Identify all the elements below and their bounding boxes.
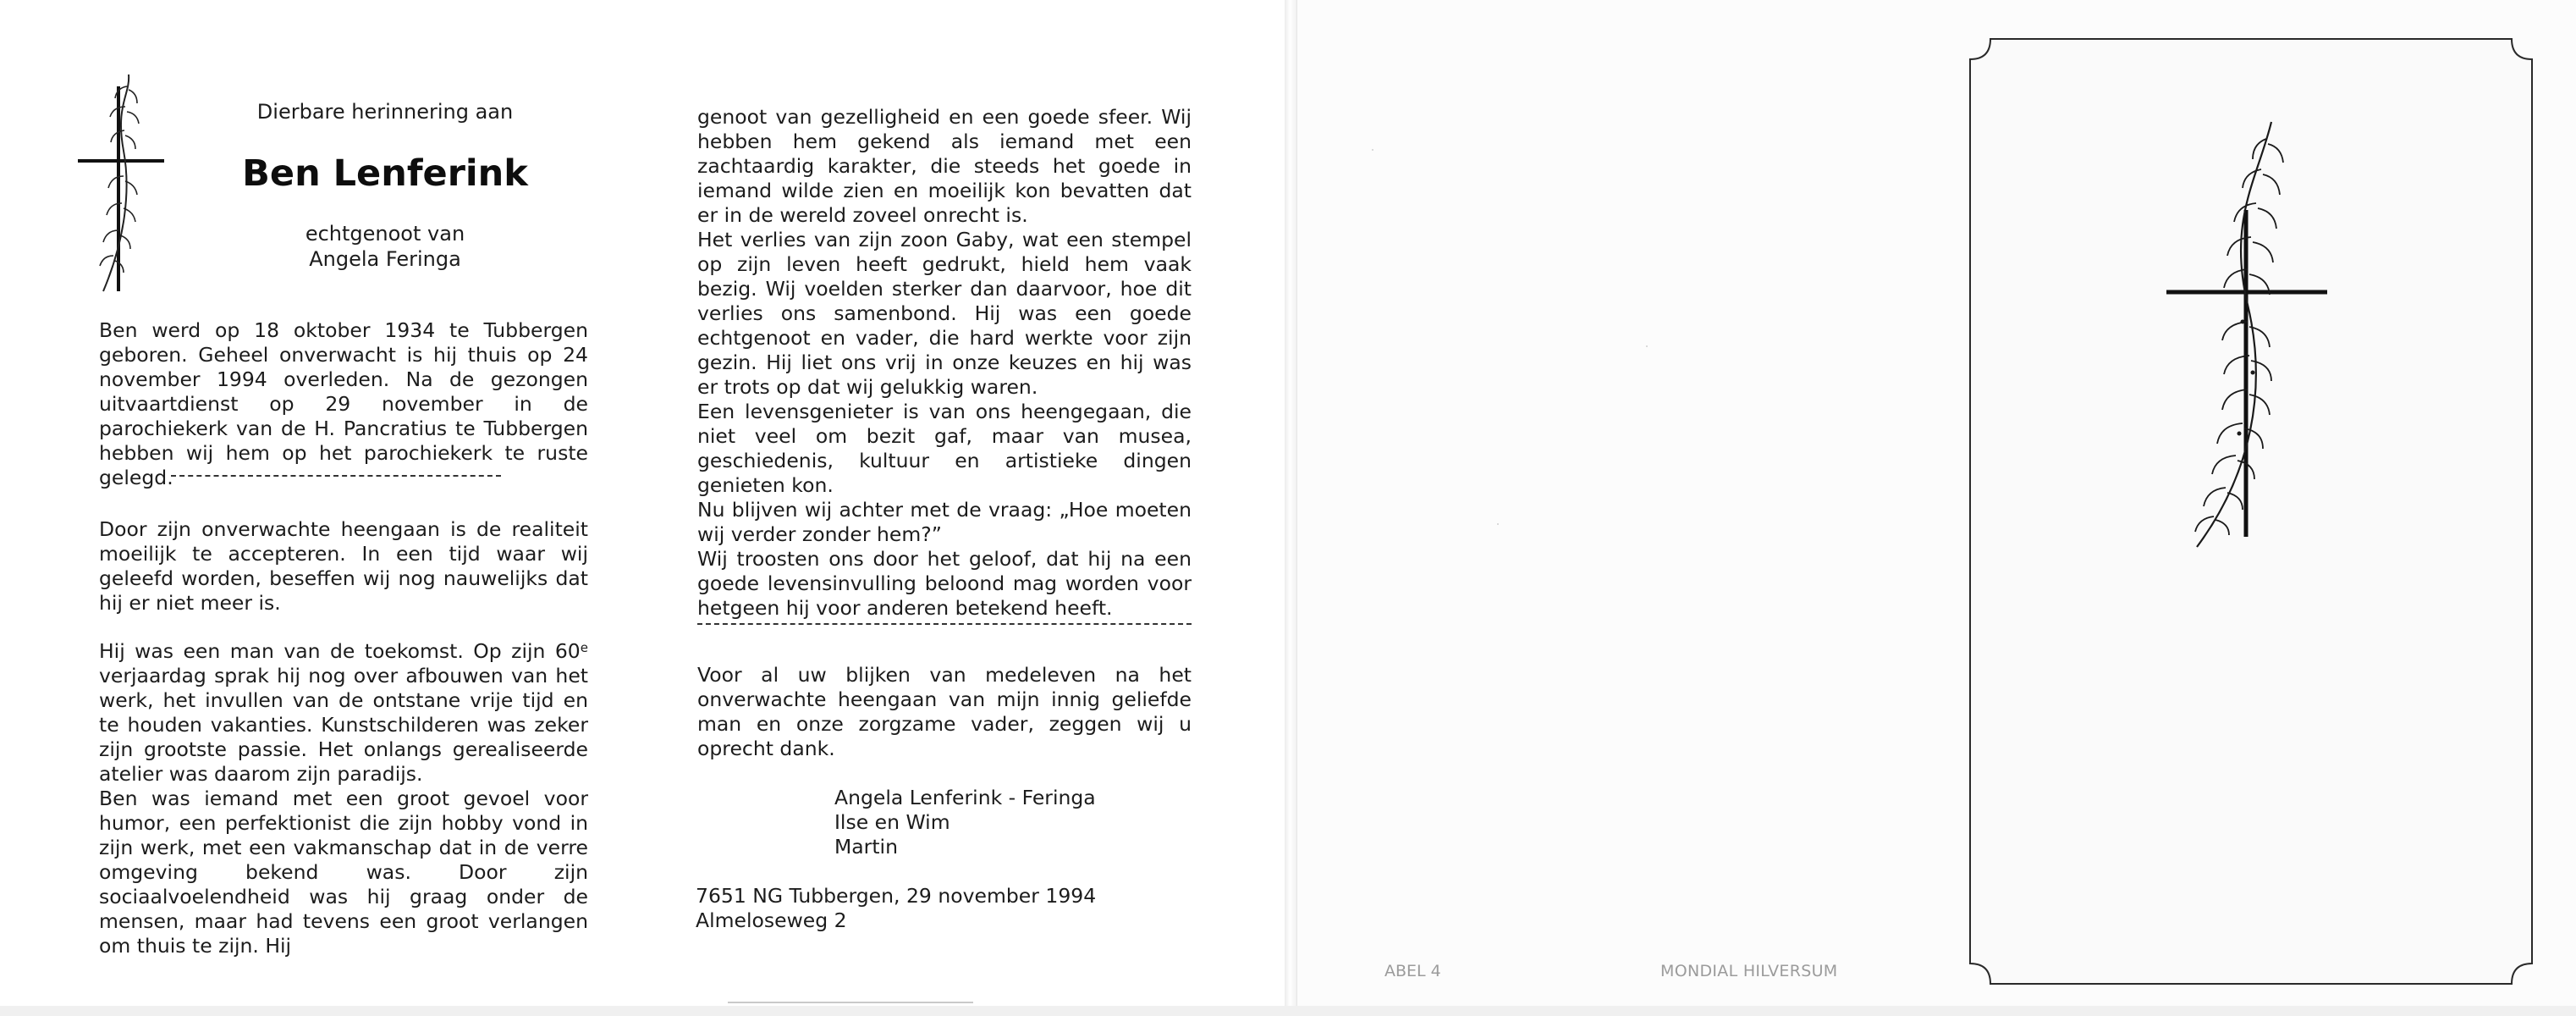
continued-text-c: Een levensgenieter is van ons heengegaan, die niet veel om bezit gaf, maar van musea, geschiedenis, kultuur en artistieke dingen genieten kon. [697,400,1192,497]
paper-speck [1372,149,1373,151]
cross-with-palm-branch-icon [2158,119,2336,550]
continued-text-d: Nu blijven wij achter met de vraag: „Hoe moeten wij verder zonder hem?” [697,498,1192,546]
scan-mark [728,1002,973,1003]
cross-with-palm-branch-icon [78,69,171,298]
continued-text-a: genoot van gezelligheid en een goede sfeer. Wij hebben hem gekend als iemand met een zachtaardig karakter, die steeds het goede in iemand wilde zien en moeilijk kon bevatten dat er in de wereld zoveel onrecht is. [697,105,1192,227]
card-fold [1285,0,1296,1016]
character-text-c: Ben was iemand met een groot gevoel voor humor, een perfektionist die zijn hobby vond in zijn werk, met een vakmanschap dat in de verre omgeving bekend was. Door zijn sociaalvoelendheid was hij graag onder de mensen, maar had tevens een groot verlangen om thuis te zijn. Hij [99,787,588,958]
signature-line: Ilse en Wim [834,810,950,834]
continued-paragraph [697,105,1192,621]
publisher-imprint: MONDIAL HILVERSUM [1660,962,1838,980]
card-inside [0,0,1285,1006]
street-address: Almeloseweg 2 [696,908,847,932]
character-paragraph [99,639,588,958]
thanks-paragraph: Voor al uw blijken van medeleven na het onverwachte heengaan van mijn innig geliefde man en onze zorgzame vader, zeggen wij u oprecht dank. [697,663,1192,760]
signature-line: Martin [834,835,898,859]
continued-text-e: Wij troosten ons door het geloof, dat hij na een goede levensinvulling beloond mag worden voor hetgeen hij voor anderen betekend heeft. [697,547,1192,620]
spouse-label: echtgenoot van [305,222,465,246]
address-block [696,884,1096,933]
remembrance-paragraph: Door zijn onverwachte heengaan is de realiteit moeilijk te accepteren. In een tijd waar wij geleefd worden, beseffen wij nog nauwelijks dat hij er niet meer is. [99,517,588,615]
dash-dot-divider [171,475,501,482]
spouse-name: Angela Feringa [309,247,461,271]
deceased-name: Ben Lenferink [242,152,528,195]
place-date: 7651 NG Tubbergen, 29 november 1994 [696,884,1097,908]
biography-paragraph: Ben werd op 18 oktober 1934 te Tubbergen geboren. Geheel onverwacht is hij thuis op 24 november 1994 overleden. Na de gezongen uitvaartdienst op 29 november in de parochiekerk van de H. Pancratius te Tubbergen hebben wij hem op het parochiekerk te ruste gelegd. [99,318,588,489]
paper-speck [1646,345,1648,347]
scan-bottom-edge [0,1006,2576,1016]
continued-text-b: Het verlies van zijn zoon Gaby, wat een stempel op zijn leven heeft gedrukt, hield hem vaak bezig. Wij voelden sterker dan daarvoor, hoe dit verlies ons samenbond. Hij was een goede echtgenoot en vader, die hard werkte voor zijn gezin. Hij liet ons vrij in onze keuzes en hij was er trots op dat wij gelukkig waren. [697,228,1192,399]
intro-line: Dierbare herinnering aan [256,100,514,124]
print-code: ABEL 4 [1384,962,1441,980]
character-text-b: verjaardag sprak hij nog over afbouwen van het werk, het invullen van de ontstane vrije tijd en te houden vakanties. Kunstschilderen was zeker zijn grootste passie. Het onlangs gerealiseerde atelier was daarom zijn paradijs. [99,664,588,786]
paper-speck [1497,523,1499,525]
signature-line: Angela Lenferink - Feringa [834,786,1096,809]
dashed-divider [697,623,1192,627]
character-text-a: Hij was een man van de toekomst. Op zijn 60 [99,639,581,663]
ordinal-superscript: e [580,640,588,655]
family-signatures [834,786,1096,859]
